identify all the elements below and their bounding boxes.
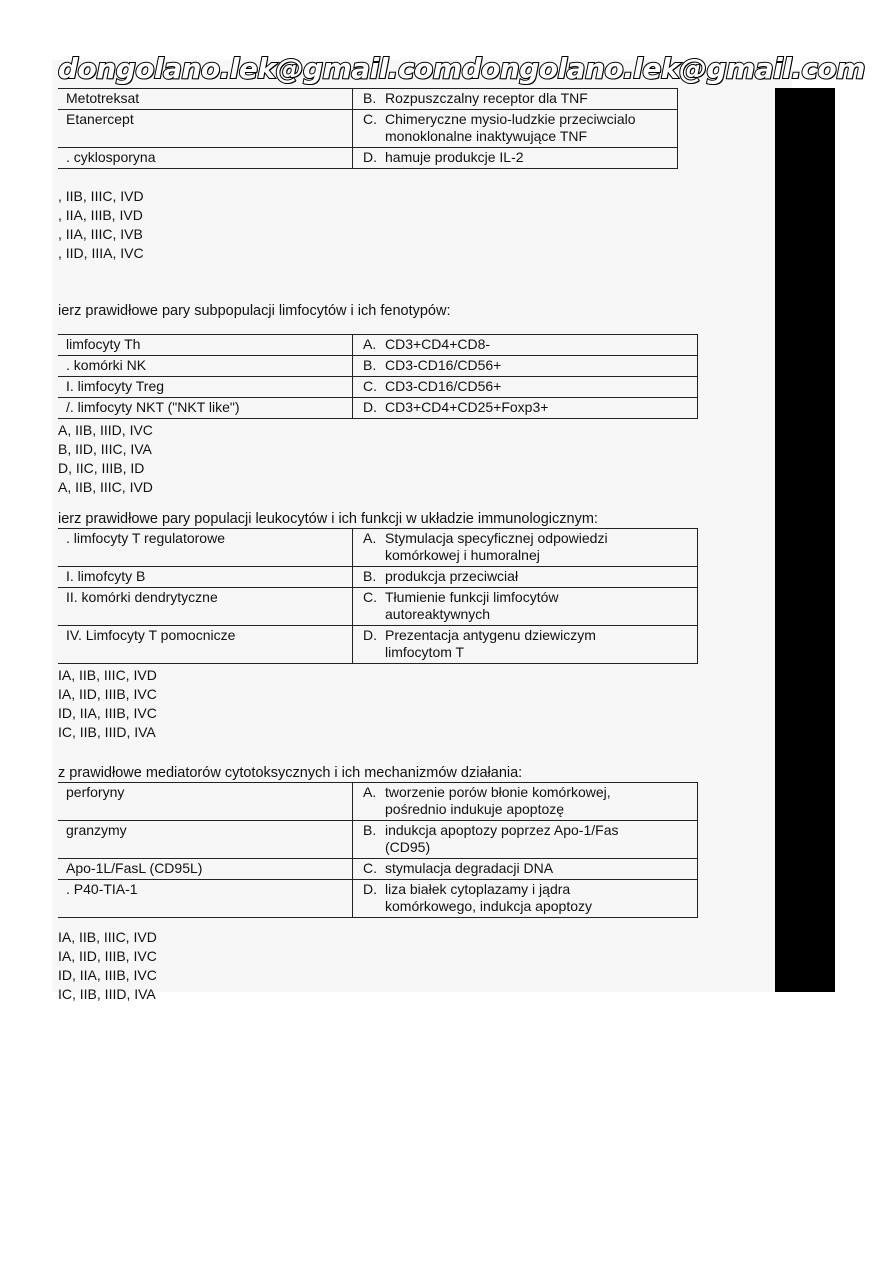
left-cell: . P40-TIA-1 xyxy=(58,880,353,918)
answer-option[interactable]: , IID, IIIA, IVC xyxy=(58,245,144,261)
option-letter: D. xyxy=(363,627,377,643)
table-row xyxy=(58,626,698,664)
left-cell: . komórki NK xyxy=(58,356,353,377)
watermark-left: dongolano.lek@gmail.com xyxy=(58,52,462,85)
right-cell xyxy=(353,335,698,356)
right-cell xyxy=(353,89,678,110)
question-stem: ierz prawidłowe pary populacji leukocytów i ich funkcji w układzie immunologicznym: xyxy=(58,511,598,527)
table-row xyxy=(58,783,698,821)
table-row xyxy=(58,880,698,918)
answer-option[interactable]: IA, IID, IIIB, IVC xyxy=(58,686,157,702)
right-cell xyxy=(353,110,678,148)
question-stem: ierz prawidłowe pary subpopulacji limfocytów i ich fenotypów: xyxy=(58,303,451,319)
answer-option[interactable]: ID, IIA, IIIB, IVC xyxy=(58,967,157,983)
watermark-right: dongolano.lek@gmail.com xyxy=(461,52,865,85)
option-letter: A. xyxy=(363,784,377,800)
answer-option[interactable]: IA, IIB, IIIC, IVD xyxy=(58,667,157,683)
left-cell: . limfocyty T regulatorowe xyxy=(58,529,353,567)
option-text: Stymulacja specyficznej odpowiedzi komórkowej i humoralnej xyxy=(385,530,608,563)
option-text: CD3+CD4+CD8- xyxy=(385,336,491,352)
question-2 xyxy=(58,302,698,497)
option-text: produkcja przeciwciał xyxy=(385,568,519,584)
option-letter: C. xyxy=(363,860,377,876)
scan-edge-bar xyxy=(775,88,835,992)
answer-option[interactable]: D, IIC, IIIB, ID xyxy=(58,460,145,476)
question-4 xyxy=(58,764,698,1004)
left-cell: . cyklosporyna xyxy=(58,148,353,169)
answer-option[interactable]: , IIB, IIIC, IVD xyxy=(58,188,144,204)
answer-option[interactable]: IC, IIB, IIID, IVA xyxy=(58,986,156,1002)
table-row xyxy=(58,567,698,588)
table-row xyxy=(58,356,698,377)
table-row xyxy=(58,148,678,169)
table-row xyxy=(58,398,698,419)
option-letter: B. xyxy=(363,568,377,584)
question-3 xyxy=(58,510,698,742)
right-cell xyxy=(353,588,698,626)
option-text: Prezentacja antygenu dziewiczym limfocytom T xyxy=(385,627,596,660)
answer-list xyxy=(58,421,698,497)
answer-list xyxy=(58,666,698,742)
right-cell xyxy=(353,626,698,664)
table-row xyxy=(58,335,698,356)
left-cell: Metotreksat xyxy=(58,89,353,110)
table-row xyxy=(58,377,698,398)
option-letter: D. xyxy=(363,399,377,415)
option-letter: C. xyxy=(363,111,377,127)
left-cell: Apo-1L/FasL (CD95L) xyxy=(58,859,353,880)
table-row xyxy=(58,821,698,859)
question-stem: z prawidłowe mediatorów cytotoksycznych i ich mechanizmów działania: xyxy=(58,765,523,781)
answer-option[interactable]: ID, IIA, IIIB, IVC xyxy=(58,705,157,721)
question-1 xyxy=(58,88,678,263)
right-cell xyxy=(353,859,698,880)
answer-list xyxy=(58,928,698,1004)
matching-table xyxy=(58,528,698,664)
option-text: indukcja apoptozy poprzez Apo-1/Fas (CD95) xyxy=(385,822,619,855)
matching-table xyxy=(58,88,678,169)
matching-table xyxy=(58,334,698,419)
left-cell: /. limfocyty NKT ("NKT like") xyxy=(58,398,353,419)
answer-option[interactable]: , IIA, IIIB, IVD xyxy=(58,207,143,223)
answer-option[interactable]: A, IIB, IIID, IVC xyxy=(58,422,153,438)
right-cell xyxy=(353,783,698,821)
option-text: CD3-CD16/CD56+ xyxy=(385,357,502,373)
option-text: CD3-CD16/CD56+ xyxy=(385,378,502,394)
right-cell xyxy=(353,356,698,377)
left-cell: I. limfocyty Treg xyxy=(58,377,353,398)
left-cell: I. limofcyty B xyxy=(58,567,353,588)
answer-option[interactable]: B, IID, IIIC, IVA xyxy=(58,441,152,457)
option-letter: D. xyxy=(363,149,377,165)
answer-option[interactable]: IC, IIB, IIID, IVA xyxy=(58,724,156,740)
option-text: CD3+CD4+CD25+Foxp3+ xyxy=(385,399,549,415)
option-text: Rozpuszczalny receptor dla TNF xyxy=(385,90,588,106)
option-text: Tłumienie funkcji limfocytów autoreaktywnych xyxy=(385,589,559,622)
table-row xyxy=(58,110,678,148)
table-row xyxy=(58,859,698,880)
table-row xyxy=(58,588,698,626)
watermark xyxy=(58,52,865,92)
left-cell: perforyny xyxy=(58,783,353,821)
answer-list xyxy=(58,187,678,263)
left-cell: granzymy xyxy=(58,821,353,859)
right-cell xyxy=(353,529,698,567)
option-letter: C. xyxy=(363,378,377,394)
right-cell xyxy=(353,148,678,169)
option-letter: B. xyxy=(363,822,377,838)
option-letter: A. xyxy=(363,530,377,546)
option-text: liza białek cytoplazamy i jądra komórkowego, indukcja apoptozy xyxy=(385,881,593,914)
left-cell: IV. Limfocyty T pomocnicze xyxy=(58,626,353,664)
left-cell: limfocyty Th xyxy=(58,335,353,356)
option-text: stymulacja degradacji DNA xyxy=(385,860,554,876)
matching-table xyxy=(58,782,698,918)
option-letter: D. xyxy=(363,881,377,897)
left-cell: II. komórki dendrytyczne xyxy=(58,588,353,626)
right-cell xyxy=(353,377,698,398)
answer-option[interactable]: A, IIB, IIIC, IVD xyxy=(58,479,153,495)
right-cell xyxy=(353,821,698,859)
answer-option[interactable]: IA, IIB, IIIC, IVD xyxy=(58,929,157,945)
left-cell: Etanercept xyxy=(58,110,353,148)
option-text: tworzenie porów błonie komórkowej, pośrednio indukuje apoptozę xyxy=(385,784,611,817)
right-cell xyxy=(353,398,698,419)
option-letter: C. xyxy=(363,589,377,605)
table-row xyxy=(58,89,678,110)
option-letter: B. xyxy=(363,90,377,106)
option-letter: B. xyxy=(363,357,377,373)
table-row xyxy=(58,529,698,567)
answer-option[interactable]: IA, IID, IIIB, IVC xyxy=(58,948,157,964)
option-text: Chimeryczne mysio-ludzkie przeciwcialo monoklonalne inaktywujące TNF xyxy=(385,111,636,144)
right-cell xyxy=(353,567,698,588)
right-cell xyxy=(353,880,698,918)
option-letter: A. xyxy=(363,336,377,352)
answer-option[interactable]: , IIA, IIIC, IVB xyxy=(58,226,143,242)
option-text: hamuje produkcje IL-2 xyxy=(385,149,524,165)
